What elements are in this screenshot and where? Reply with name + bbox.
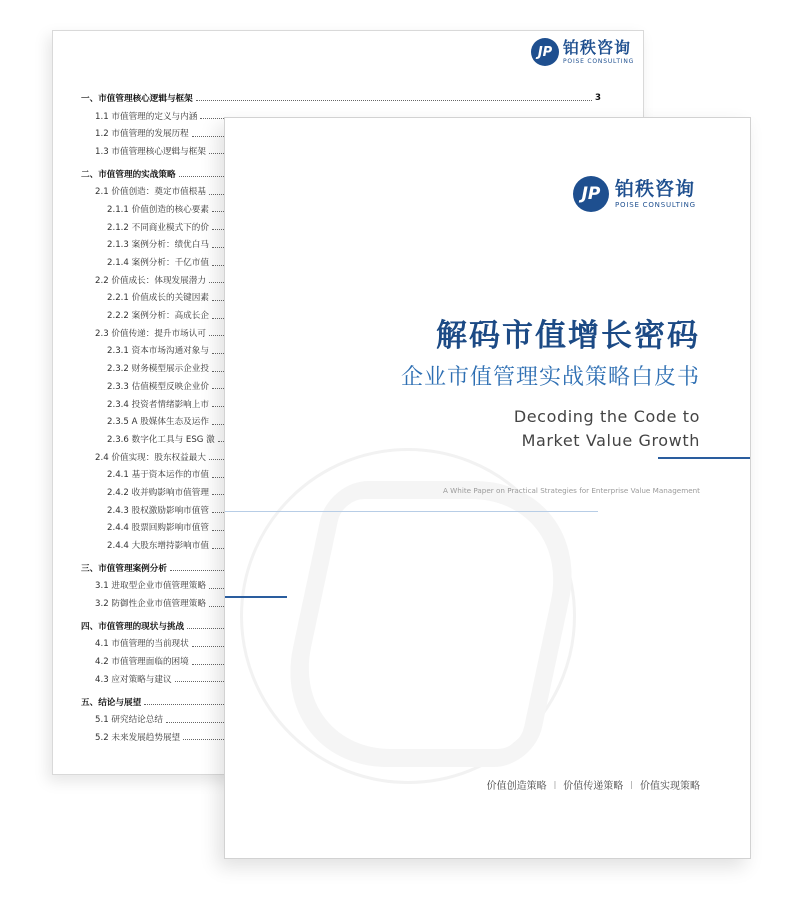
toc-entry-label: 2.3.3 估值模型反映企业价 [107, 381, 209, 392]
accent-line-right [658, 457, 750, 459]
tag-value-realization: 价值实现策略 [640, 781, 700, 792]
cover-title: 解码市值增长密码 [436, 318, 700, 354]
toc-entry-label: 4.1 市值管理的当前现状 [95, 639, 189, 650]
toc-entry-label: 2.1.1 价值创造的核心要素 [107, 204, 209, 215]
toc-entry-label: 2.4.4 股票回购影响市值管 [107, 523, 209, 534]
brand-name-zh: 铂秩咨询 [563, 37, 632, 57]
brand-name-en: POISE CONSULTING [563, 57, 635, 65]
tag-value-transmission: 价值传递策略 [563, 781, 624, 792]
cover-page [224, 117, 751, 859]
tag-separator: | [630, 780, 633, 789]
toc-entry-label: 5.1 研究结论总结 [95, 715, 163, 726]
toc-entry-label: 二、市值管理的实战策略 [81, 169, 176, 180]
brand-logo [531, 38, 634, 66]
toc-entry-label: 五、结论与展望 [81, 697, 142, 708]
toc-entry-label: 2.2.2 案例分析：高成长企 [107, 311, 209, 322]
accent-line-left [225, 596, 287, 598]
toc-entry-label: 2.3 价值传递：提升市场认可 [95, 328, 206, 339]
watermark-logo [240, 448, 576, 784]
divider-line [225, 511, 598, 512]
toc-entry-label: 2.3.1 资本市场沟通对象与 [107, 346, 209, 357]
toc-entry-label: 1.1 市值管理的定义与内涵 [95, 111, 198, 122]
tag-value-creation: 价值创造策略 [486, 781, 547, 792]
toc-chapter [81, 89, 601, 107]
toc-entry-label: 2.3.6 数字化工具与 ESG 激 [107, 434, 215, 445]
cover-tags [487, 777, 700, 792]
brand-name-en: POISE CONSULTING [615, 200, 696, 209]
toc-entry-label: 4.2 市值管理面临的困境 [95, 657, 189, 668]
toc-entry-label: 2.1 价值创造：奠定市值根基 [95, 187, 206, 198]
toc-entry-label: 四、市值管理的现状与挑战 [81, 621, 185, 632]
cover-title-en [514, 405, 700, 453]
tag-separator: | [553, 780, 557, 789]
toc-leader-dots [196, 100, 592, 101]
toc-entry-label: 2.1.3 案例分析：绩优白马 [107, 240, 209, 251]
toc-page-number: 3 [595, 92, 601, 103]
toc-entry-label: 4.3 应对策略与建议 [95, 674, 172, 685]
toc-entry-label: 2.4.1 基于资本运作的市值 [107, 470, 209, 481]
toc-entry-label: 一、市值管理核心逻辑与框架 [81, 93, 193, 104]
toc-entry-label: 三、市值管理案例分析 [81, 563, 167, 574]
toc-entry-label: 2.1.2 不同商业模式下的价 [107, 222, 209, 233]
toc-entry-label: 2.4.3 股权激励影响市值管 [107, 505, 209, 516]
toc-entry-label: 2.2.1 价值成长的关键因素 [107, 293, 209, 304]
toc-entry-label: 3.2 防御性企业市值管理策略 [95, 599, 206, 610]
brand-name-zh: 铂秩咨询 [615, 177, 696, 200]
toc-entry-label: 1.2 市值管理的发展历程 [95, 129, 189, 140]
toc-entry-label: 2.4.4 大股东增持影响市值 [107, 541, 209, 552]
toc-entry-label: 2.1.4 案例分析：千亿市值 [107, 258, 209, 269]
toc-entry-label: 2.4 价值实现：股东权益最大 [95, 452, 206, 463]
cover-tagline: A White Paper on Practical Strategies for Enterprise Value Management [442, 486, 700, 495]
toc-entry-label: 2.4.2 收并购影响市值管理 [107, 487, 209, 498]
brand-mark-icon: JP [573, 176, 609, 212]
brand-mark-icon: JP [531, 38, 559, 66]
toc-entry-label: 3.1 进取型企业市值管理策略 [95, 581, 206, 592]
toc-entry-label: 1.3 市值管理核心逻辑与框架 [95, 146, 206, 157]
toc-entry-label: 2.3.5 A 股媒体生态及运作 [107, 417, 209, 428]
toc-entry-label: 2.2 价值成长：体现发展潜力 [95, 275, 206, 286]
cover-title-en-line1: Decoding the Code to [513, 407, 700, 426]
toc-entry-label: 5.2 未来发展趋势展望 [95, 732, 181, 743]
toc-entry-label: 2.3.2 财务模型展示企业投 [107, 364, 209, 375]
cover-title-en-line2: Market Value Growth [521, 431, 700, 450]
cover-subtitle: 企业市值管理实战策略白皮书 [400, 365, 700, 390]
toc-entry-label: 2.3.4 投资者情绪影响上市 [107, 399, 209, 410]
brand-logo-cover [573, 176, 696, 212]
